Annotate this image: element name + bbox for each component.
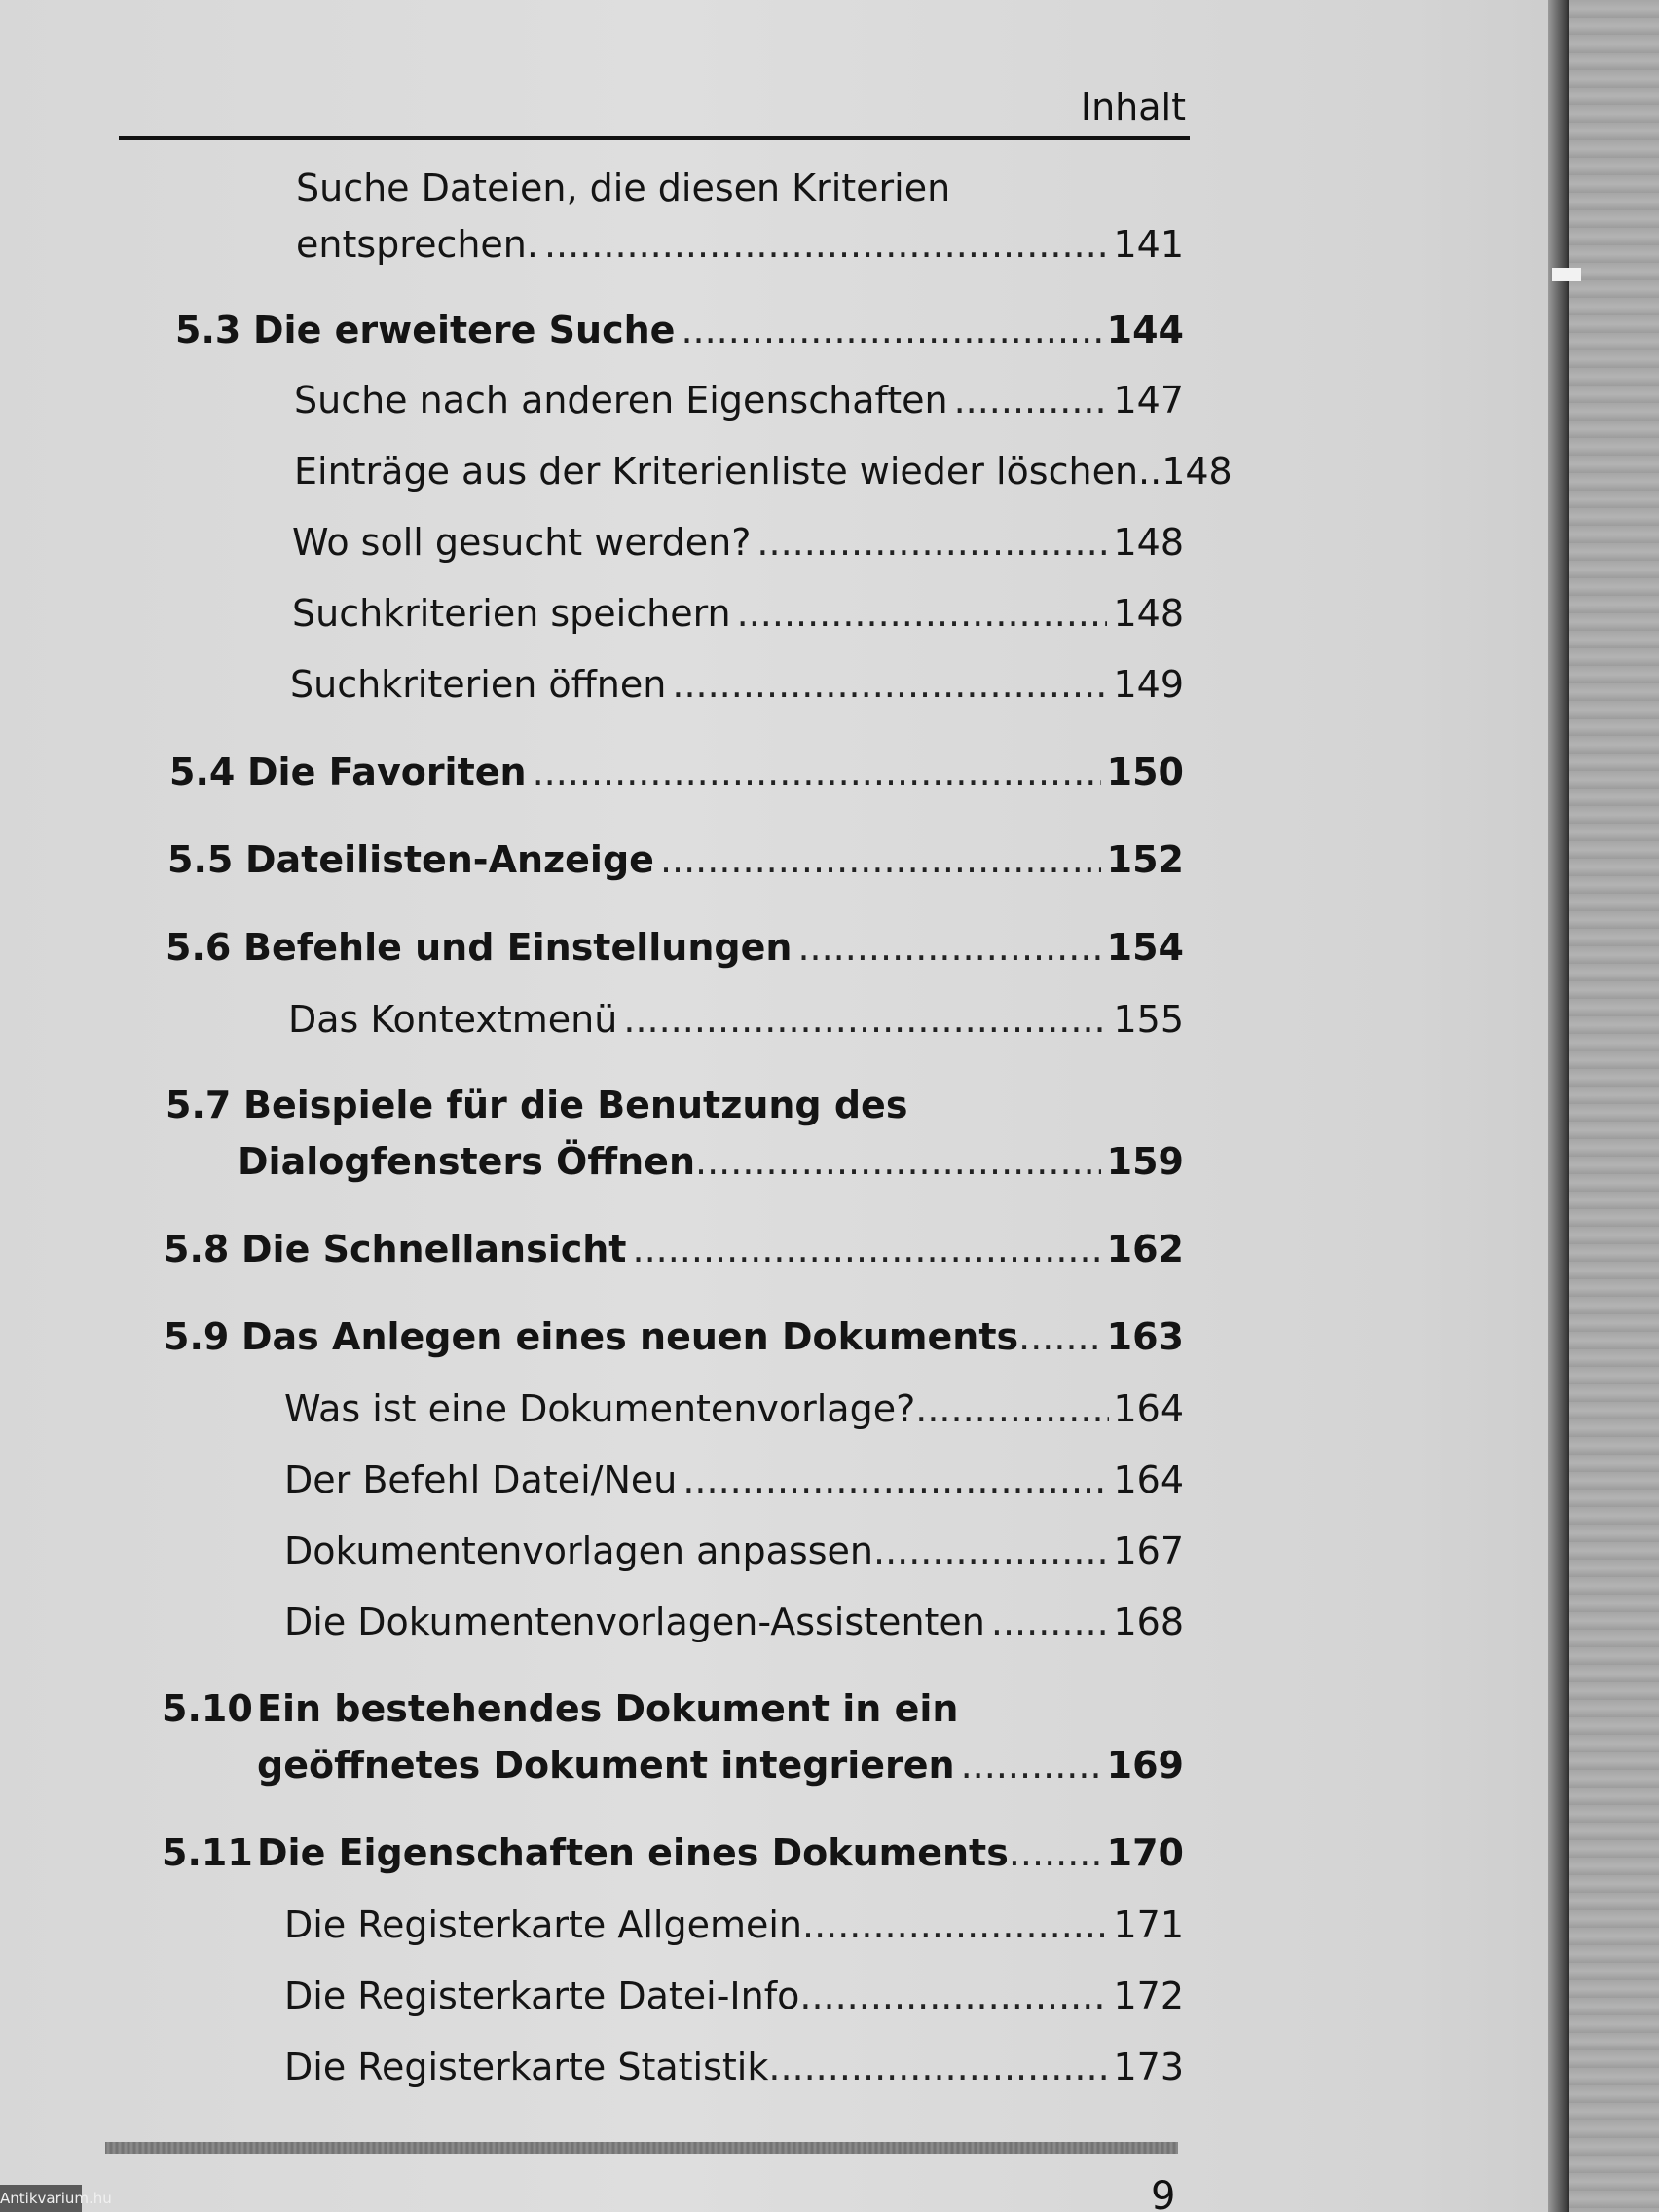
toc-entry	[284, 1452, 1184, 1508]
toc-entry-page: 155	[1113, 998, 1184, 1041]
toc-entry-title: Wo soll gesucht werden?	[292, 521, 752, 564]
toc-leader	[533, 744, 1101, 800]
toc-entry-page: 164	[1113, 1387, 1184, 1430]
toc-entry-title: Der Befehl Datei/Neu	[284, 1458, 678, 1501]
toc-entry-page: 164	[1113, 1458, 1184, 1501]
toc-entry	[284, 1381, 1184, 1437]
toc-entry-page: 141	[1113, 223, 1184, 266]
toc-entry-page: 149	[1113, 663, 1184, 706]
toc-section-entry	[164, 1221, 1184, 1277]
toc-leader	[695, 1133, 1101, 1190]
toc-entry-title: Suchkriterien speichern	[292, 592, 731, 635]
toc-entry-page: 159	[1106, 1140, 1184, 1183]
toc-entry-title: Einträge aus der Kriterienliste wieder löschen..	[294, 450, 1162, 493]
toc-entry	[284, 1594, 1184, 1650]
toc-entry-title: Dokumentenvorlagen anpassen	[284, 1530, 873, 1572]
toc-leader	[1018, 1309, 1101, 1365]
toc-section-entry-line1	[166, 1077, 907, 1133]
toc-entry	[292, 585, 1184, 642]
toc-leader	[623, 991, 1107, 1048]
toc-entry-title: Dateilisten-Anzeige	[245, 838, 654, 881]
toc-section-number: 5.3	[175, 309, 241, 351]
toc-leader	[797, 919, 1100, 976]
toc-entry	[288, 991, 1184, 1048]
toc-section-entry-line1	[162, 1680, 958, 1737]
toc-section-entry	[257, 1737, 1184, 1793]
toc-section-entry	[166, 919, 1184, 976]
toc-leader	[737, 585, 1108, 642]
toc-section-entry	[164, 1309, 1184, 1365]
toc-entry-title: Die Favoriten	[247, 751, 527, 793]
toc-entry-title: Das Kontextmenü	[288, 998, 618, 1041]
toc-entry-line1: Ein bestehendes Dokument in ein	[257, 1687, 959, 1730]
toc-section-number: 5.6	[166, 926, 232, 969]
toc-section-entry	[175, 302, 1184, 358]
toc-entry-page: 168	[1113, 1601, 1184, 1643]
toc-entry	[284, 1897, 1184, 1953]
footer-rule	[105, 2142, 1178, 2154]
toc-entry-page: 148	[1113, 521, 1184, 564]
toc-section-entry	[167, 831, 1184, 888]
toc-entry-title: Befehle und Einstellungen	[243, 926, 793, 969]
toc-section-number: 5.7	[166, 1084, 232, 1126]
toc-entry-title: Das Anlegen eines neuen Dokuments	[241, 1315, 1019, 1358]
toc-entry	[294, 372, 1184, 428]
toc-section-number: 5.11	[162, 1831, 253, 1874]
toc-entry-page: 167	[1113, 1530, 1184, 1572]
toc-section-entry	[169, 744, 1184, 800]
toc-entry-title: Was ist eine Dokumentenvorlage?	[284, 1387, 916, 1430]
toc-entry	[290, 656, 1184, 713]
toc-entry-page: 162	[1106, 1228, 1184, 1271]
toc-entry-page: 144	[1106, 309, 1184, 351]
toc-entry-line1: Suche Dateien, die diesen Kriterien	[296, 166, 951, 209]
toc-leader	[1009, 1825, 1101, 1881]
toc-entry-title: entsprechen.	[296, 223, 538, 266]
toc-leader	[799, 1968, 1109, 2024]
toc-leader	[991, 1594, 1108, 1650]
toc-section-number: 5.9	[164, 1315, 230, 1358]
toc-entry-page: 163	[1106, 1315, 1184, 1358]
toc-entry-line1: Beispiele für die Benutzung des	[243, 1084, 908, 1126]
toc-leader	[681, 302, 1100, 358]
toc-section-number: 5.10	[162, 1687, 253, 1730]
toc-entry-page: 147	[1113, 379, 1184, 422]
toc-leader	[672, 656, 1107, 713]
toc-section-entry	[238, 1133, 1184, 1190]
toc-entry-title: geöffnetes Dokument integrieren	[257, 1744, 955, 1787]
toc-entry-title: Die Registerkarte Statistik	[284, 2046, 769, 2088]
toc-leader	[915, 1381, 1109, 1437]
toc-entry-title: Die erweitere Suche	[253, 309, 676, 351]
watermark: Antikvarium.hu	[0, 2185, 82, 2212]
toc-entry-title: Die Registerkarte Datei-Info	[284, 1974, 800, 2017]
toc-leader	[873, 1523, 1109, 1579]
toc-entry	[284, 1968, 1184, 2024]
toc-entry-title: Suche nach anderen Eigenschaften	[294, 379, 948, 422]
toc-entry	[284, 2039, 1184, 2095]
toc-entry-page: 150	[1106, 751, 1184, 793]
toc-leader	[682, 1452, 1107, 1508]
toc-section-number: 5.4	[169, 751, 236, 793]
toc-leader	[544, 216, 1108, 273]
toc-section-entry	[162, 1825, 1184, 1881]
toc-entry-page: 173	[1113, 2046, 1184, 2088]
toc-leader	[954, 372, 1108, 428]
toc-entry-page: 172	[1113, 1974, 1184, 2017]
toc-entry	[296, 216, 1184, 273]
toc-entry-page: 148	[1161, 450, 1233, 493]
toc-entry-page: 169	[1106, 1744, 1184, 1787]
toc-entry-page: 154	[1106, 926, 1184, 969]
toc-entry	[294, 443, 1233, 499]
toc-leader	[660, 831, 1101, 888]
toc-entry	[284, 1523, 1184, 1579]
toc-entry-title: Die Eigenschaften eines Dokuments	[257, 1831, 1009, 1874]
header-title: Inhalt	[1080, 86, 1186, 129]
toc-leader	[961, 1737, 1101, 1793]
toc-entry-title: Suchkriterien öffnen	[290, 663, 667, 706]
toc-leader	[802, 1897, 1109, 1953]
toc-entry-title: Die Schnellansicht	[241, 1228, 627, 1271]
page-number: 9	[1151, 2174, 1176, 2212]
toc-entry-page: 171	[1113, 1903, 1184, 1946]
toc-entry-title: Die Dokumentenvorlagen-Assistenten	[284, 1601, 985, 1643]
toc-entry-page: 148	[1113, 592, 1184, 635]
toc-entry-title: Die Registerkarte Allgemein	[284, 1903, 802, 1946]
toc-leader	[632, 1221, 1100, 1277]
toc-leader	[768, 2039, 1109, 2095]
toc-entry-page: 152	[1106, 838, 1184, 881]
toc-entry	[292, 514, 1184, 571]
toc-leader	[756, 514, 1107, 571]
toc-entry-page: 170	[1106, 1831, 1184, 1874]
toc-entry-title: Dialogfensters Öffnen	[238, 1140, 696, 1183]
toc-section-number: 5.5	[167, 838, 234, 881]
toc-section-number: 5.8	[164, 1228, 230, 1271]
